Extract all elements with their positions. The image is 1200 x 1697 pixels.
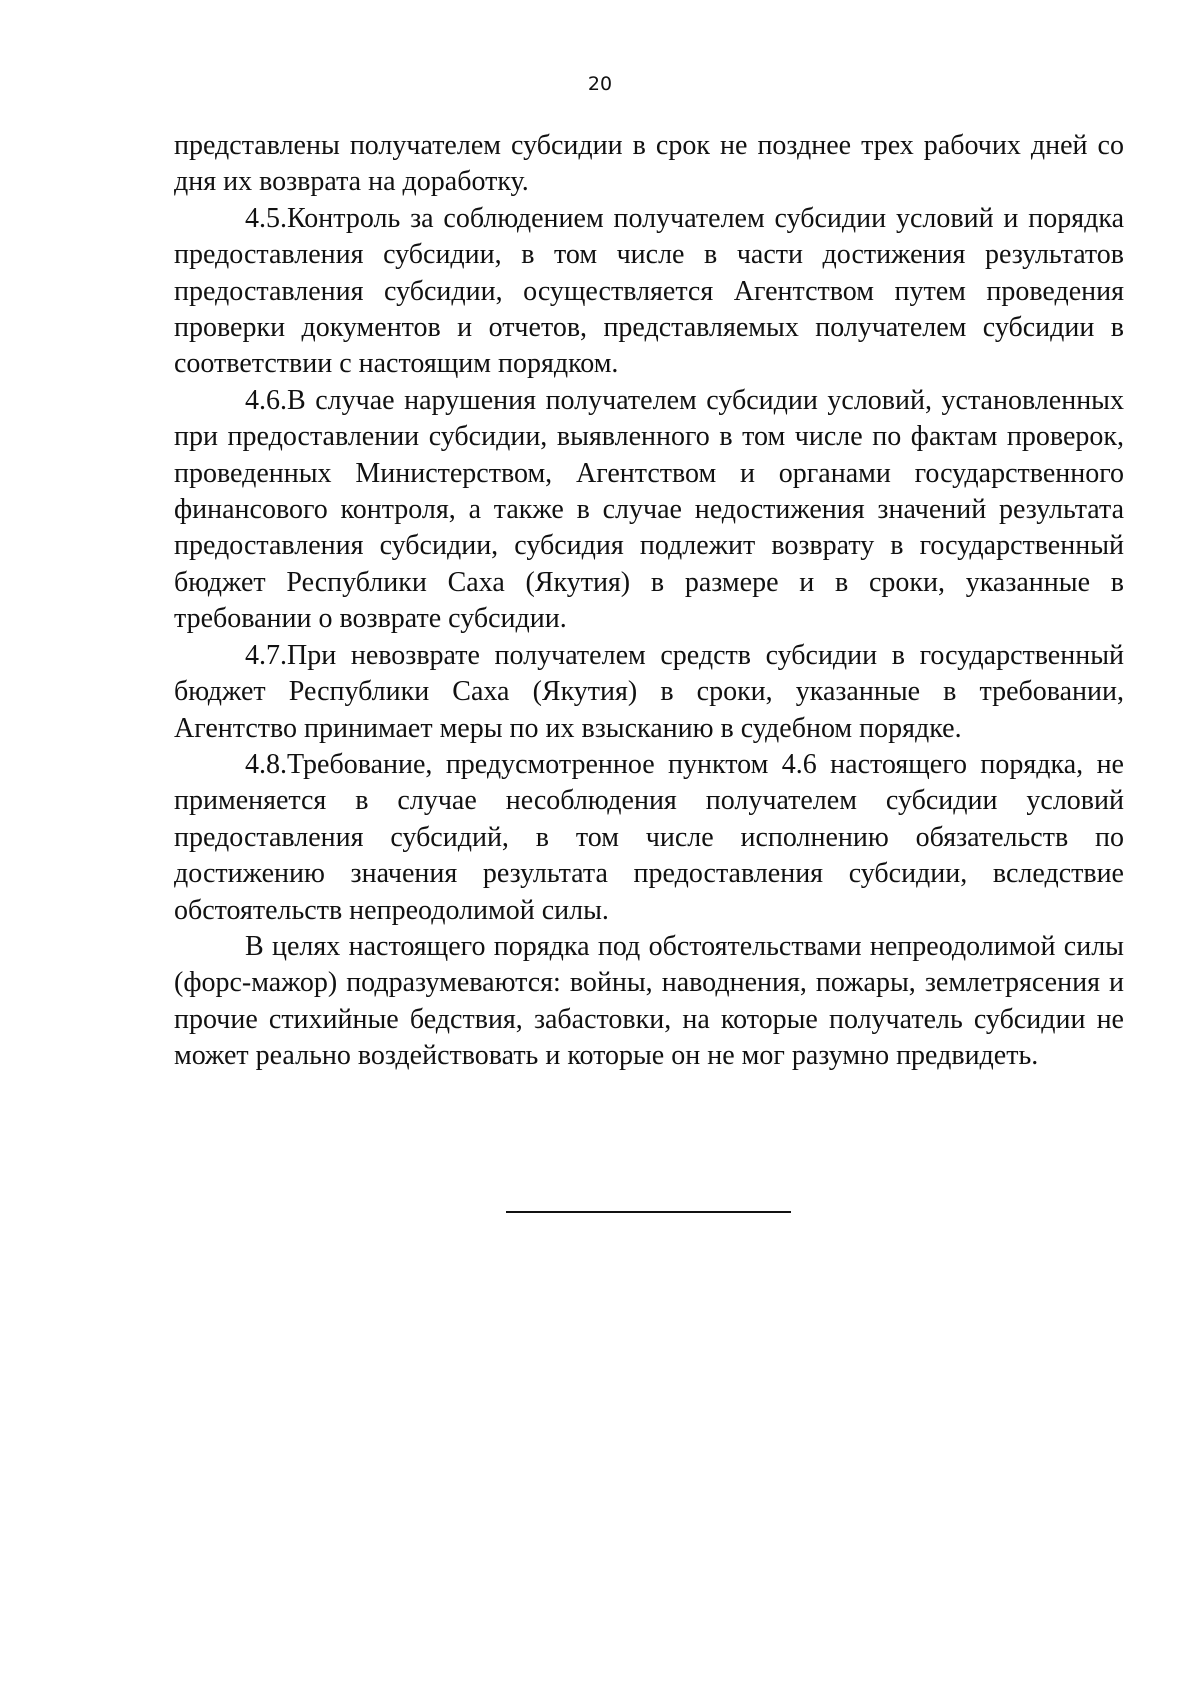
paragraph-4-5: 4.5.Контроль за соблюдением получателем субсидии условий и порядка предоставления субсидии, в том числе в части достижения результатов предоставления субсидии, осуществляется Агентством путем проведения проверки документов и отчетов, представляемых получателем субсидии в соответствии с настоящим порядком. (174, 202, 1124, 380)
page-number: 20 (587, 73, 613, 95)
end-of-document-rule (506, 1211, 791, 1213)
paragraph-4-7: 4.7.При невозврате получателем средств субсидии в государственный бюджет Республики Саха (Якутия) в сроки, указанные в требовании, Агентство принимает меры по их взысканию в судебном порядке. (174, 639, 1124, 744)
paragraph-4-8: 4.8.Требование, предусмотренное пунктом 4.6 настоящего порядка, не применяется в случае несоблюдения получателем субсидии условий предоставления субсидий, в том числе исполнению обязательств по достижению значения результата предоставления субсидии, вследствие обстоятельств непреодолимой силы. (174, 748, 1124, 926)
paragraph-4-6: 4.6.В случае нарушения получателем субсидии условий, установленных при предоставлении субсидии, выявленного в том числе по фактам проверок, проведенных Министерством, Агентством и органами государственного финансового контроля, а также в случае недостижения значений результата предоставления субсидии, субсидия подлежит возврату в государственный бюджет Республики Саха (Якутия) в размере и в сроки, указанные в требовании о возврате субсидии. (174, 384, 1124, 635)
document-body (174, 128, 1124, 1075)
paragraph-continuation: представлены получателем субсидии в срок не позднее трех рабочих дней со дня их возврата на доработку. (174, 130, 1124, 198)
paragraph-force-majeure: В целях настоящего порядка под обстоятельствами непреодолимой силы (форс-мажор) подразумеваются: войны, наводнения, пожары, землетрясения и прочие стихийные бедствия, забастовки, на которые получатель субсидии не может реально воздействовать и которые он не мог разумно предвидеть. (174, 930, 1124, 1072)
